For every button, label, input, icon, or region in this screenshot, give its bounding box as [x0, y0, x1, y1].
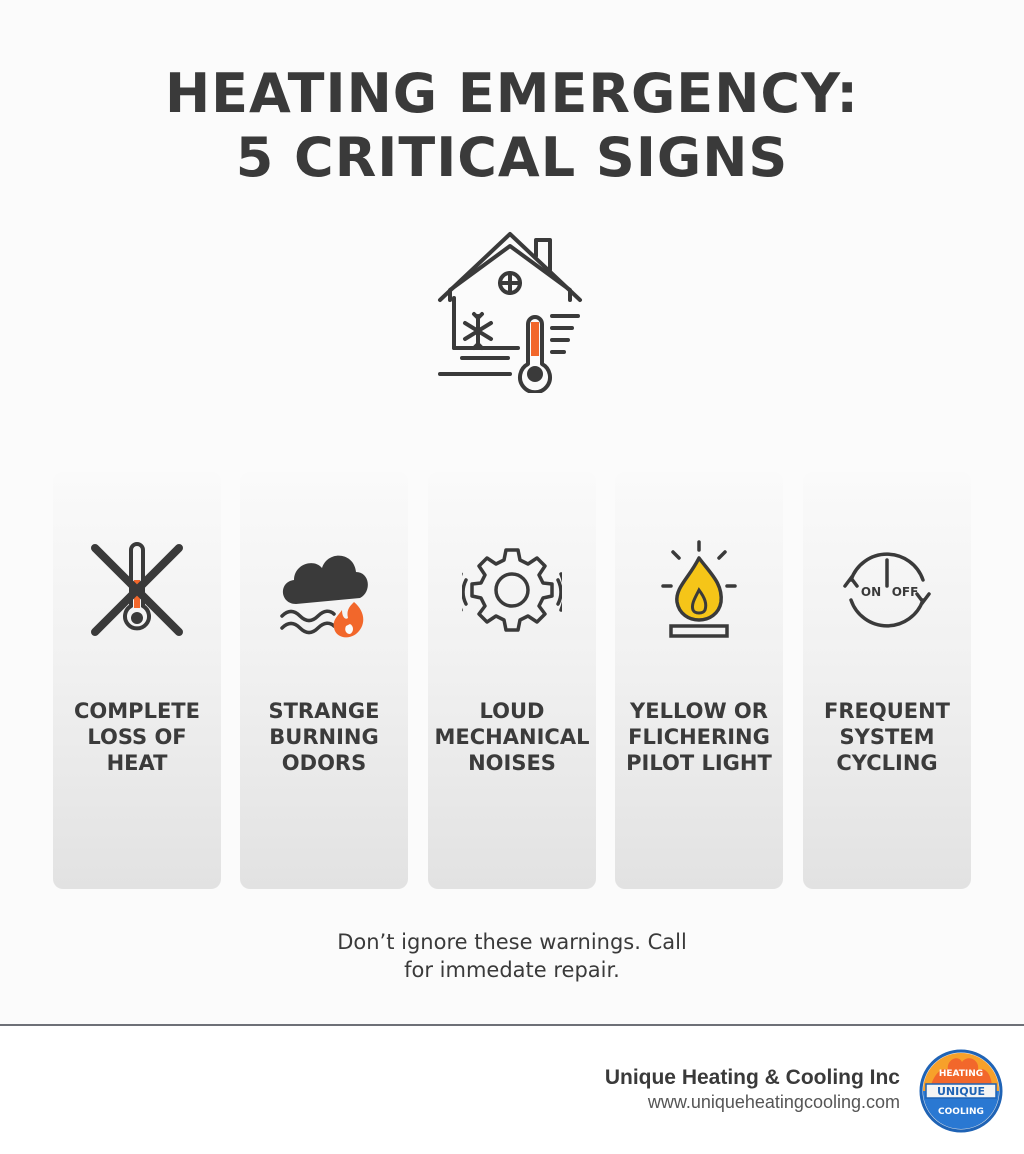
sign-card-pilot-light: [615, 472, 783, 889]
sign-card-system-cycling: [803, 472, 971, 889]
sign-card-loss-of-heat: [53, 472, 221, 889]
sign-label: COMPLETE LOSS OF HEAT: [74, 699, 200, 775]
title-line-2: 5 CRITICAL SIGNS: [235, 126, 789, 189]
sign-label: LOUD MECHANICAL NOISES: [434, 699, 590, 775]
page-title: [0, 62, 1024, 190]
signs-card-row: [53, 472, 971, 889]
company-url[interactable]: www.uniqueheatingcooling.com: [647, 1092, 900, 1112]
logo-mid-text: UNIQUE: [936, 1085, 986, 1098]
pilot-flame-icon: [649, 540, 749, 640]
noisy-gear-icon: [462, 540, 562, 640]
company-name: Unique Heating & Cooling Inc: [604, 1066, 900, 1089]
sign-label: FREQUENT SYSTEM CYCLING: [823, 699, 950, 775]
no-heat-thermometer-icon: [87, 540, 187, 640]
svg-text:ON: ON: [860, 585, 882, 599]
sign-card-burning-odors: [240, 472, 408, 889]
smoke-fire-icon: [274, 540, 374, 640]
logo-bottom-text: COOLING: [938, 1107, 984, 1117]
logo-top-text: HEATING: [938, 1069, 984, 1079]
sign-label: YELLOW OR FLICHERING PILOT LIGHT: [626, 699, 772, 775]
footer: [0, 1026, 1024, 1154]
company-logo: [918, 1048, 1004, 1134]
sign-card-mechanical-noises: [428, 472, 596, 889]
sign-label: STRANGE BURNING ODORS: [268, 699, 380, 775]
svg-text:OFF: OFF: [891, 585, 919, 599]
title-line-1: HEATING EMERGENCY:: [164, 62, 860, 125]
on-off-cycle-icon: [837, 540, 937, 640]
cold-house-thermometer-icon: [432, 228, 592, 393]
warning-message: Don’t ignore these warnings. Call for immedate repair.: [337, 930, 687, 982]
